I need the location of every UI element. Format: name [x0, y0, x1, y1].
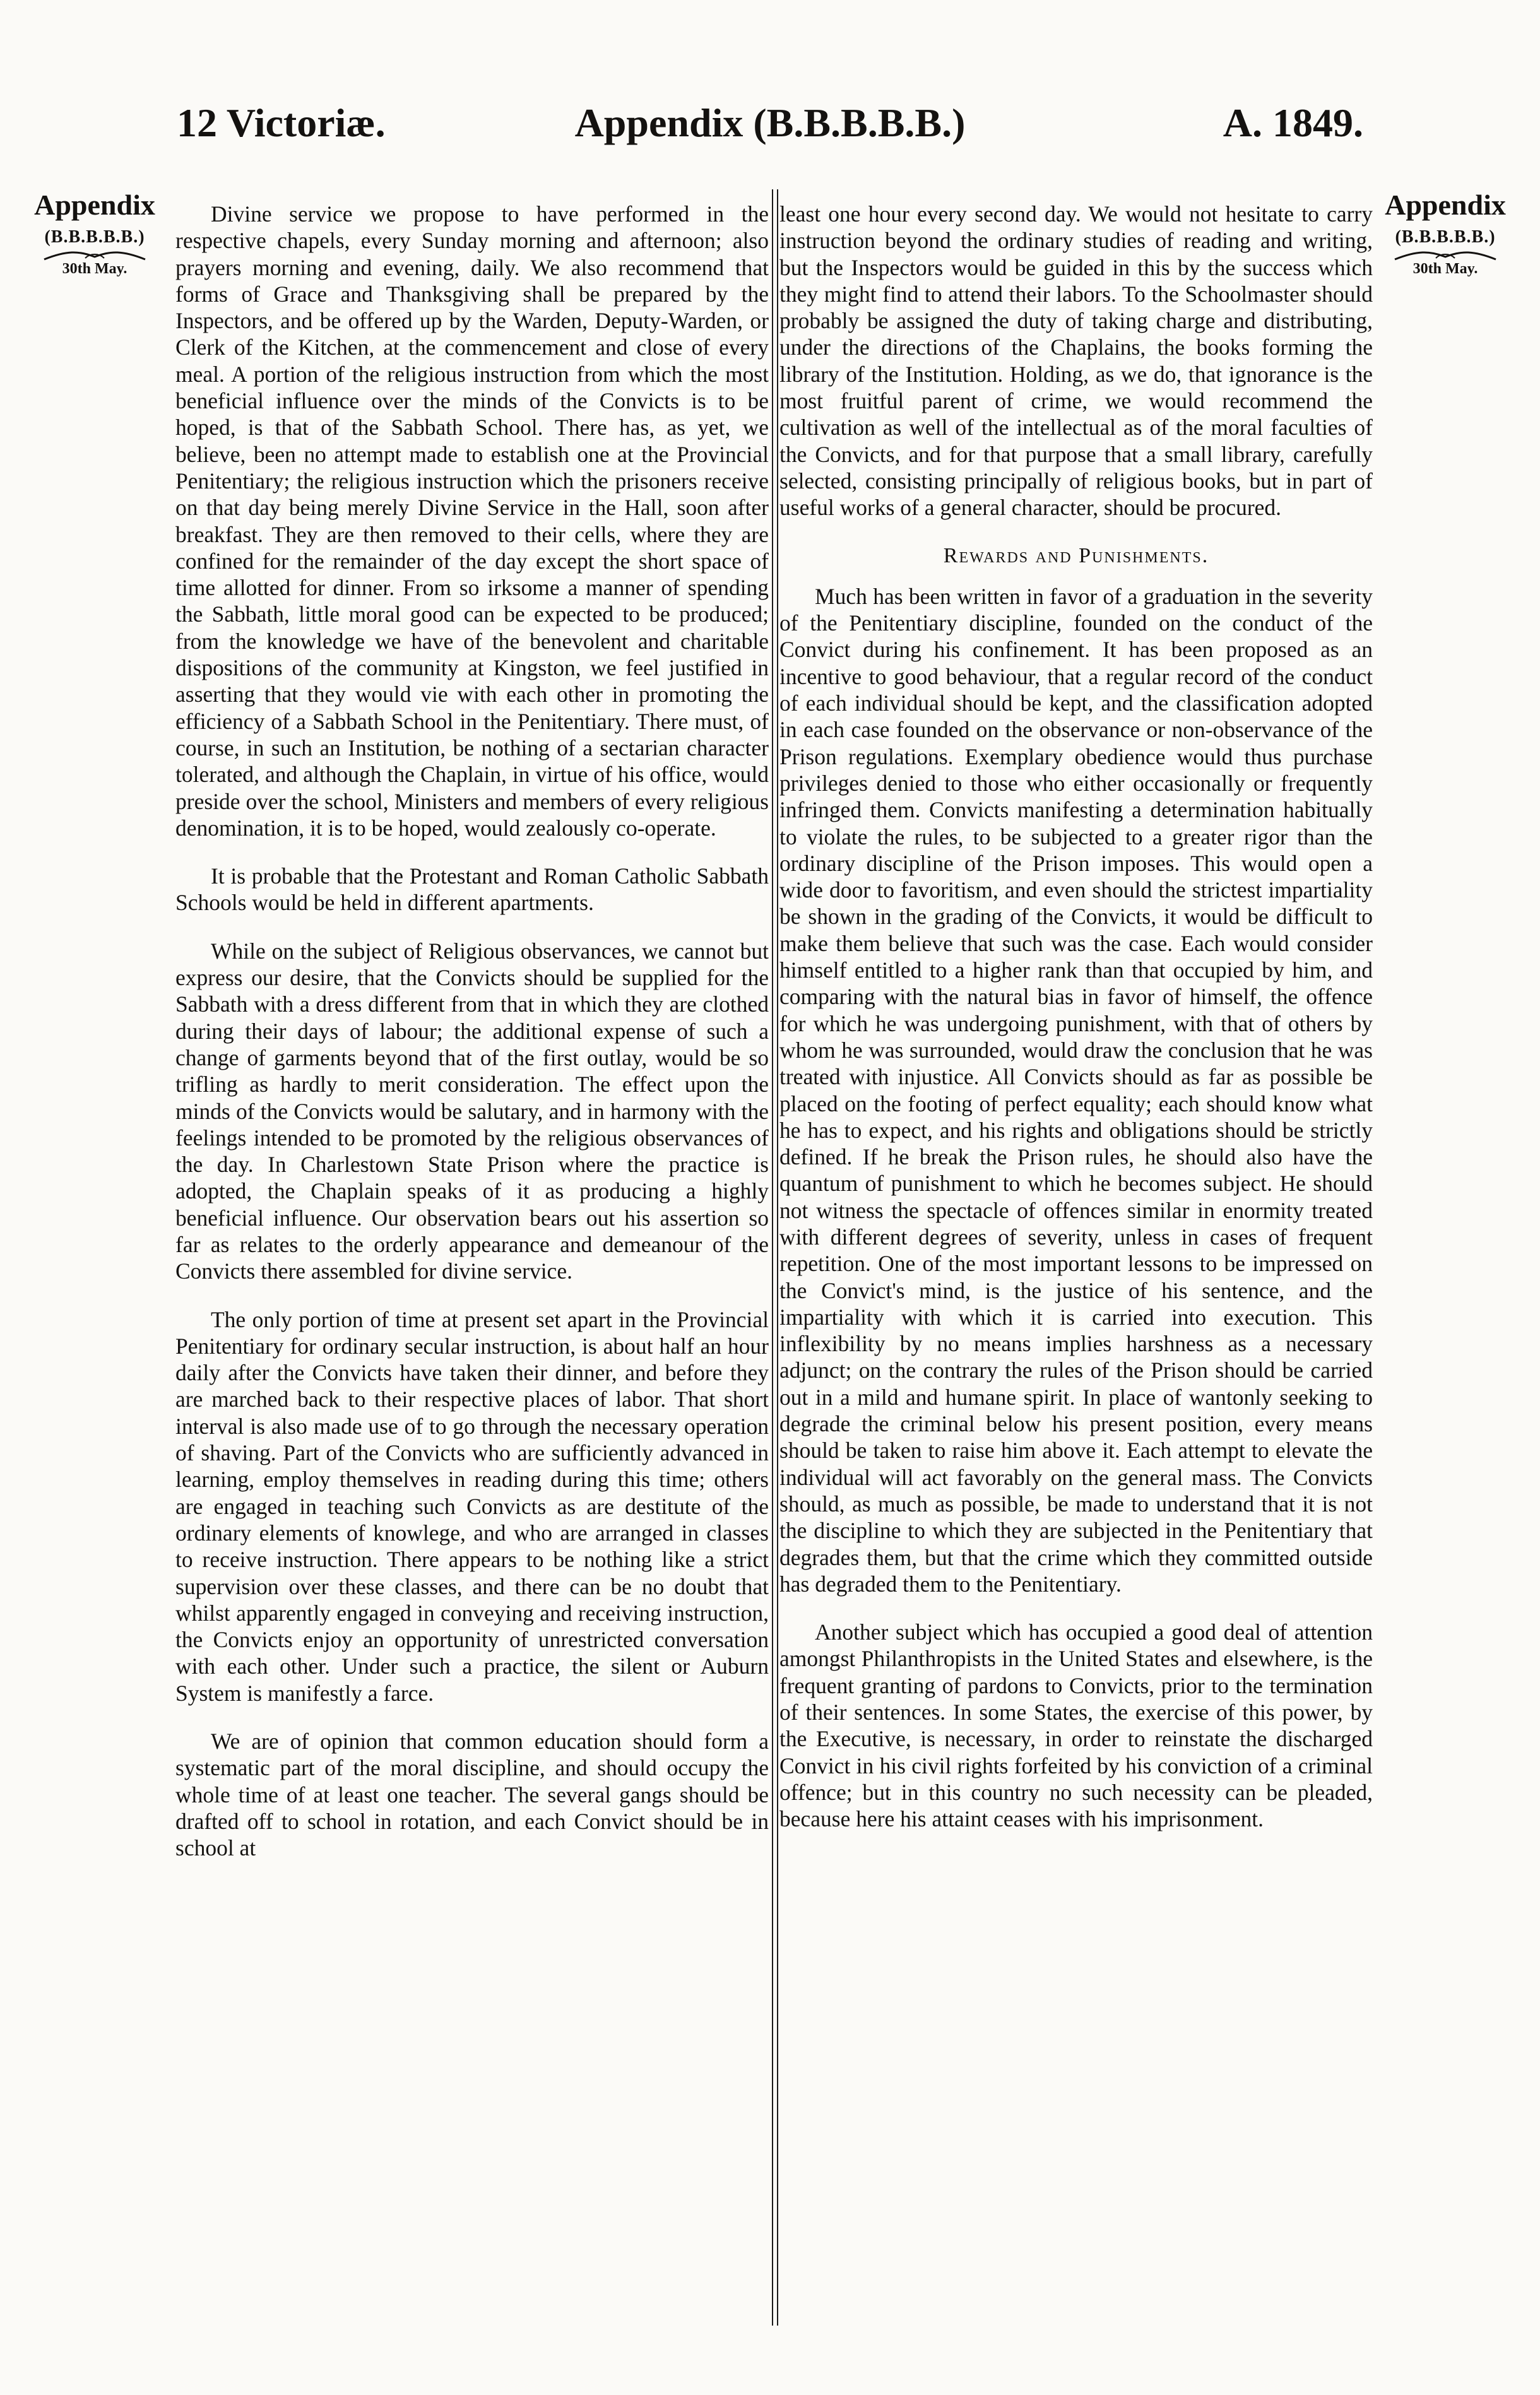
body-paragraph: The only portion of time at present set apart in the Provincial Penitentiary for ordinary secular instruction, is about half an hour daily after the Convicts have taken their dinner, and before they are marched back to their respective places of labor. That short interval is also made use of to go through the necessary operation of shaving. Part of the Convicts who are sufficiently advanced in learning, employ themselves in reading during this time; others are engaged in teaching such Convicts as are destitute of the ordinary elements of knowlege, and who are arranged in classes to receive instruction. There appears to be nothing like a strict supervision over these classes, and there can be no doubt that whilst apparently engaged in conveying and receiving instruction, the Convicts enjoy an opportunity of unrestricted conversation with each other. Under such a practice, the silent or Auburn System is manifestly a farce. [175, 1306, 769, 1706]
left-text-column [175, 201, 769, 1883]
margin-note-date: 30th May. [62, 261, 127, 278]
header-title: Appendix (B.B.B.B.B.) [574, 100, 966, 145]
body-paragraph: We are of opinion that common education should form a systematic part of the moral discipline, and should occupy the whole time of at least one teacher. The several gangs should be drafted off to school in rotation, and each Convict should be in school at [175, 1729, 769, 1861]
right-margin-note [1376, 189, 1515, 278]
left-margin-note [25, 189, 164, 278]
margin-note-title: Appendix [34, 189, 155, 221]
header-session: 12 Victoriæ. [177, 100, 386, 145]
body-paragraph: While on the subject of Religious observances, we cannot but express our desire, that the Convicts should be supplied for the Sabbath with a dress different from that in which they are clothed during their days of labour; the additional expense of such a change of garments beyond that of the first outlay, would be so trifling as hardly to merit consideration. The effect upon the minds of the Convicts would be salutary, and in harmony with the feelings intended to be promoted by the religious observances of the day. In Charlestown State Prison where the practice is adopted, the Chaplain speaks of it as producing a highly beneficial influence. Our observation bears out his assertion so far as relates to the orderly appearance and demeanour of the Convicts there assembled for divine service. [175, 938, 769, 1284]
page-header [170, 95, 1370, 151]
margin-note-title: Appendix [1385, 189, 1506, 221]
body-paragraph: Another subject which has occupied a good deal of attention amongst Philanthropists in the United States and elsewhere, is the frequent granting of pardons to Convicts, prior to the termination of their sentences. In some States, the exercise of this power, by the Executive, is necessary, in order to reinstate the discharged Convict in his civil rights forfeited by his conviction of a criminal offence; but in this country no such necessity can be pleaded, because here his attaint ceases with his imprisonment. [779, 1619, 1373, 1832]
margin-note-date: 30th May. [1413, 261, 1478, 278]
margin-note-code: (B.B.B.B.B.) [1395, 227, 1496, 247]
body-paragraph: It is probable that the Protestant and Roman Catholic Sabbath Schools would be held in different apartments. [175, 863, 769, 916]
body-paragraph: Divine service we propose to have performed in the respective chapels, every Sunday morning and afternoon; also prayers morning and evening, daily. We also recommend that forms of Grace and Thanksgiving shall be prepared by the Inspectors, and be offered up by the Warden, Deputy-Warden, or Clerk of the Kitchen, at the commencement and close of every meal. A portion of the religious instruction from which the most beneficial influence over the minds of the Convicts is to be hoped, is that of the Sabbath School. There has, as yet, we believe, been no attempt made to establish one at the Provincial Penitentiary; the religious instruction which the prisoners receive on that day being merely Divine Service in the Hall, soon after breakfast. They are then removed to their cells, where they are confined for the remainder of the day except the short space of time allotted for dinner. From so irksome a manner of spending the Sabbath, little moral good can be expected to be produced; from the knowledge we have of the benevolent and charitable dispositions of the community at Kingston, we feel justified in asserting that they would vie with each other in promoting the efficiency of a Sabbath School in the Penitentiary. There must, of course, in such an Institution, be nothing of a sectarian character tolerated, and although the Chaplain, in virtue of his office, would preside over the school, Ministers and members of every religious denomination, it is to be hoped, would zealously co-operate. [175, 201, 769, 841]
margin-note-code: (B.B.B.B.B.) [44, 227, 145, 247]
body-paragraph: Much has been written in favor of a graduation in the severity of the Penitentiary discipline, founded on the conduct of the Convict during his confinement. It has been proposed as an incentive to good behaviour, that a regular record of the conduct of each individual should be kept, and the classification adopted in each case founded on the observance or non-observance of the Prison regulations. Exemplary obedience would thus purchase privileges denied to those who either occasionally or frequently infringed them. Convicts manifesting a determination habitually to violate the rules, to be subjected to a greater rigor than the ordinary discipline of the Prison imposes. This would open a wide door to favoritism, and even should the strictest impartiality be shown in the grading of the Convicts, it would be difficult to make them believe that such was the case. Each would consider himself entitled to a higher rank than that occupied by him, and comparing with the natural bias in favor of himself, the offence for which he was undergoing punishment, with that of others by whom he was surrounded, would draw the conclusion that he was treated with injustice. All Convicts should as far as possible be placed on the footing of perfect equality; each should know what he has to expect, and his rights and obligations should be strictly defined. If he break the Prison rules, he should also have the quantum of punishment to which he becomes subject. He should not witness the spectacle of offences similar in enormity treated with different degrees of severity, unless in cases of frequent repetition. One of the most important lessons to be impressed on the Convict's mind, is the justice of his sentence, and the impartiality with which it is carried into execution. This inflexibility by no means implies harshness as a necessary adjunct; on the contrary the rules of the Prison should be carried out in a mild and humane spirit. In place of wantonly seeking to degrade the criminal below his present position, every means should be taken to raise him above it. Each attempt to elevate the individual will act favorably on the general mass. The Convicts should, as much as possible, be made to understand that it is not the discipline to which they are subjected in the Penitentiary that degrades them, but that the crime which they committed outside has degraded them to the Penitentiary. [779, 583, 1373, 1597]
right-text-column [779, 201, 1373, 1854]
section-heading: Rewards and Punishments. [943, 543, 1209, 567]
continued-paragraph: least one hour every second day. We would not hesitate to carry instruction beyond the ordinary studies of reading and writing, but the Inspectors would be guided in this by the success which they might find to attend their labors. To the Schoolmaster should probably be assigned the duty of taking charge and distributing, under the directions of the Chaplains, the books forming the library of the Institution. Holding, as we do, that ignorance is the most fruitful parent of crime, we would recommend the cultivation as well of the intellectual as of the moral faculties of the Convicts, and for that purpose that a small library, carefully selected, consisting principally of religious books, but in part of useful works of a general character, should be procured. [779, 201, 1373, 521]
header-year: A. 1849. [1223, 100, 1363, 145]
column-divider [772, 189, 778, 2326]
